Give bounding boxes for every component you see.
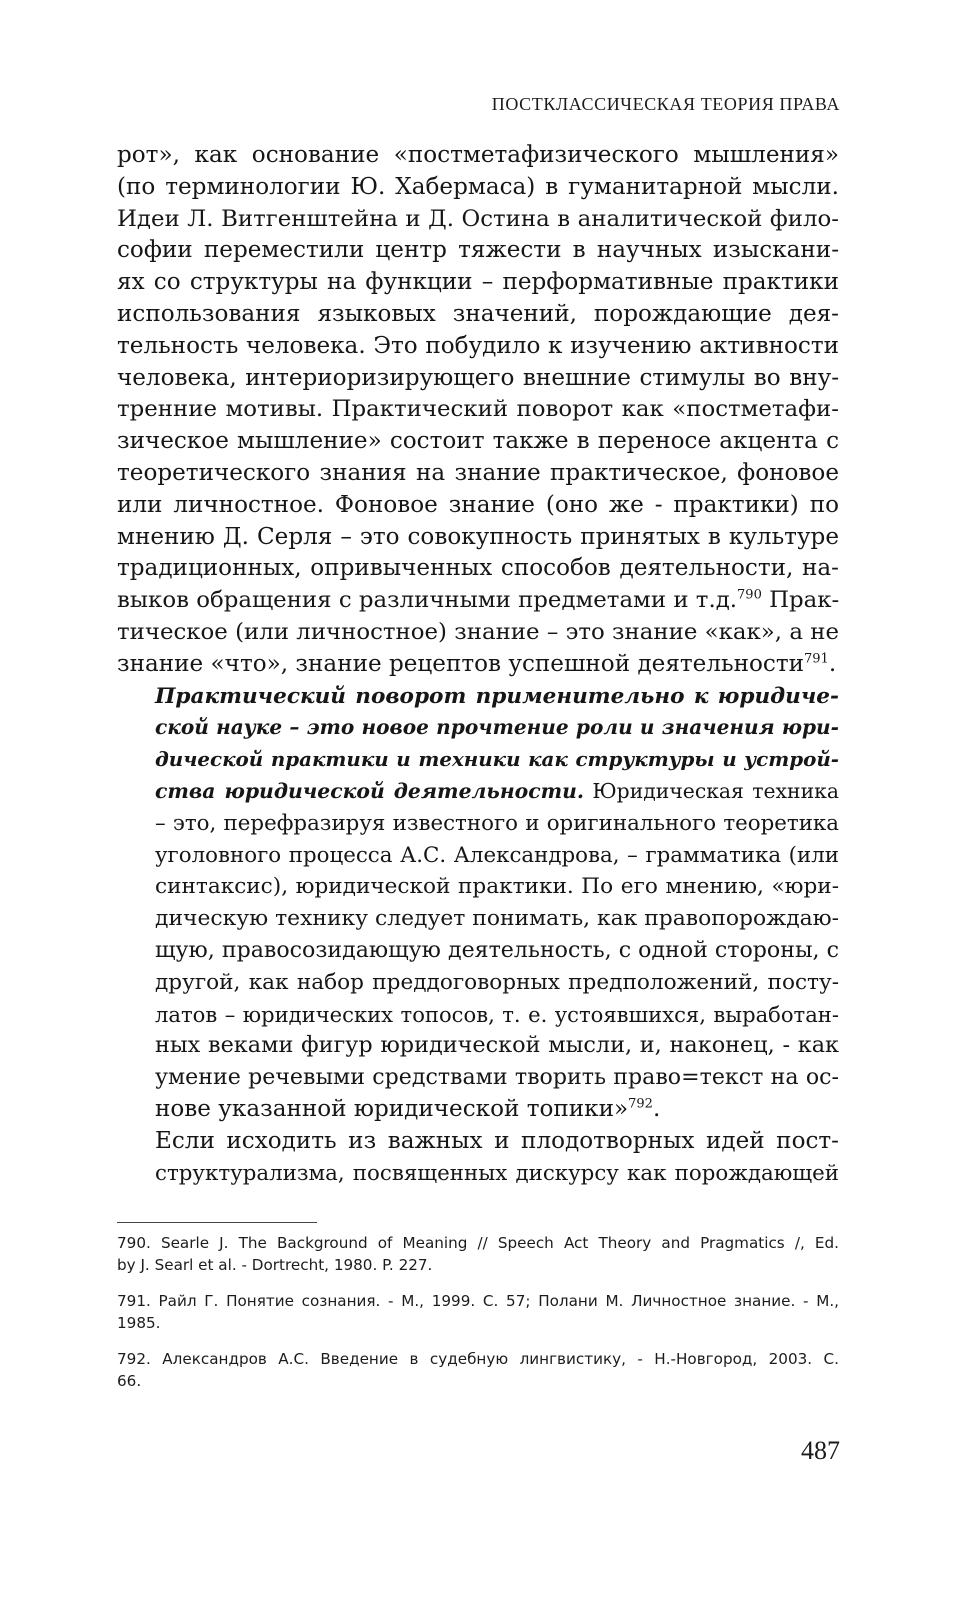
text-line [117, 1094, 839, 1126]
footnote-790 [117, 1232, 839, 1276]
text-line: использования языковых значений, порождающие дея- [117, 300, 839, 327]
text-fragment: . [828, 650, 837, 677]
text-line: другой, как набор преддоговорных предположений, посту- [155, 969, 839, 995]
running-head: ПОСТКЛАССИЧЕСКАЯ ТЕОРИЯ ПРАВА [491, 94, 840, 114]
paragraph-2 [117, 681, 839, 1126]
text-fragment: знание «что», знание рецептов успешной деятельности [117, 650, 804, 677]
emphasis-text: Практический поворот применительно к юридиче- [155, 683, 839, 709]
footnote-line: 1985. [117, 1314, 161, 1332]
text-line: щую, правосозидающую деятельность, с одной стороны, с [155, 936, 839, 963]
footnote-ref-790[interactable]: 790 [737, 587, 762, 603]
text-line: синтаксис), юридической практики. По его мнению, «юри- [155, 874, 839, 900]
text-line: дическую технику следует понимать, как правопорождаю- [155, 906, 840, 932]
text-line: теоретического знания на знание практическое, фоновое [117, 459, 839, 486]
text-line: Если исходить из важных и плодотворных идей пост- [155, 1127, 839, 1154]
text-line [117, 712, 839, 744]
footnote-line: 790. Searle J. The Background of Meaning // Speech Act Theory and Pragmatics /, Ed. [117, 1234, 839, 1252]
text-line: традиционных, опривыченных способов деятельности, на- [117, 555, 839, 582]
footnote-line: by J. Searl et al. - Dortrecht, 1980. P. 227. [117, 1256, 433, 1274]
text-line [117, 776, 839, 808]
text-line: зическое мышление» состоит также в переносе акцента с [117, 428, 839, 455]
footnote-divider [117, 1222, 317, 1223]
text-line: тическое (или личностное) знание – это знание «как», а не [117, 618, 839, 645]
text-line: структурализма, посвященных дискурсу как порождающей [155, 1160, 839, 1186]
footnote-line: 791. Райл Г. Понятие сознания. - М., 1999. С. 57; Полани М. Личностное знание. - М., [117, 1292, 839, 1310]
text-line: мнению Д. Серля – это совокупность принятых в культуре [117, 523, 839, 550]
text-line: ях со структуры на функции – перформативные практики [117, 269, 839, 296]
text-line: Идеи Л. Витгенштейна и Д. Остина в аналитической фило- [117, 205, 839, 232]
text-line: – это, перефразируя известного и оригинального теоретика [155, 810, 839, 836]
footnote-line: 792. Александров А.С. Введение в судебную лингвистику, - Н.-Новгород, 2003. С. [117, 1350, 839, 1368]
text-line: рот», как основание «постметафизического мышления» [117, 142, 839, 168]
text-line: человека, интериоризирующего внешние стимулы во вну- [117, 364, 839, 391]
footnote-line: 66. [117, 1372, 142, 1390]
text-fragment: Юридическая техника [584, 778, 839, 803]
emphasis-text: ства юридической деятельности. [155, 778, 585, 803]
text-line [117, 681, 839, 713]
text-fragment: выков обращения с различными предметами и т.д. [117, 587, 738, 614]
text-fragment: . [652, 1095, 661, 1122]
text-line: ных веками фигур юридической мысли, и, наконец, - как [155, 1032, 839, 1059]
text-line: уголовного процесса А.С. Александрова, – грамматика (или [155, 842, 839, 868]
footnote-ref-792[interactable]: 792 [628, 1096, 653, 1112]
text-line: или личностное. Фоновое знание (оно же - практики) по [117, 491, 839, 518]
footnotes [117, 1232, 839, 1406]
text-line [117, 585, 839, 617]
footnote-ref-791[interactable]: 791 [803, 651, 829, 667]
text-line: (по терминологии Ю. Хабермаса) в гуманитарной мысли. [117, 173, 839, 200]
text-fragment: нове указанной юридической топики» [155, 1095, 629, 1122]
text-line [117, 744, 839, 776]
main-text [117, 140, 839, 1189]
page-number: 487 [801, 1436, 840, 1465]
emphasis-text: дической практики и техники как структуры и устрой- [155, 747, 839, 772]
text-line: софии переместили центр тяжести в научных изыскани- [117, 237, 839, 264]
emphasis-text: ской науке – это новое прочтение роли и значения юри- [155, 715, 839, 740]
paragraph-1 [117, 140, 839, 681]
paragraph-3 [117, 1126, 839, 1190]
text-line [117, 649, 839, 681]
text-fragment: Прак- [761, 587, 840, 614]
text-line: латов – юридических топосов, т. е. устоявшихся, выработан- [155, 1001, 839, 1027]
footnote-792 [117, 1348, 839, 1392]
text-line: тельность человека. Это побудило к изучению активности [117, 332, 839, 359]
footnote-791 [117, 1290, 839, 1334]
text-line: тренние мотивы. Практический поворот как «постметафи- [117, 396, 839, 423]
text-line: умение речевыми средствами творить право=текст на ос- [155, 1064, 839, 1091]
